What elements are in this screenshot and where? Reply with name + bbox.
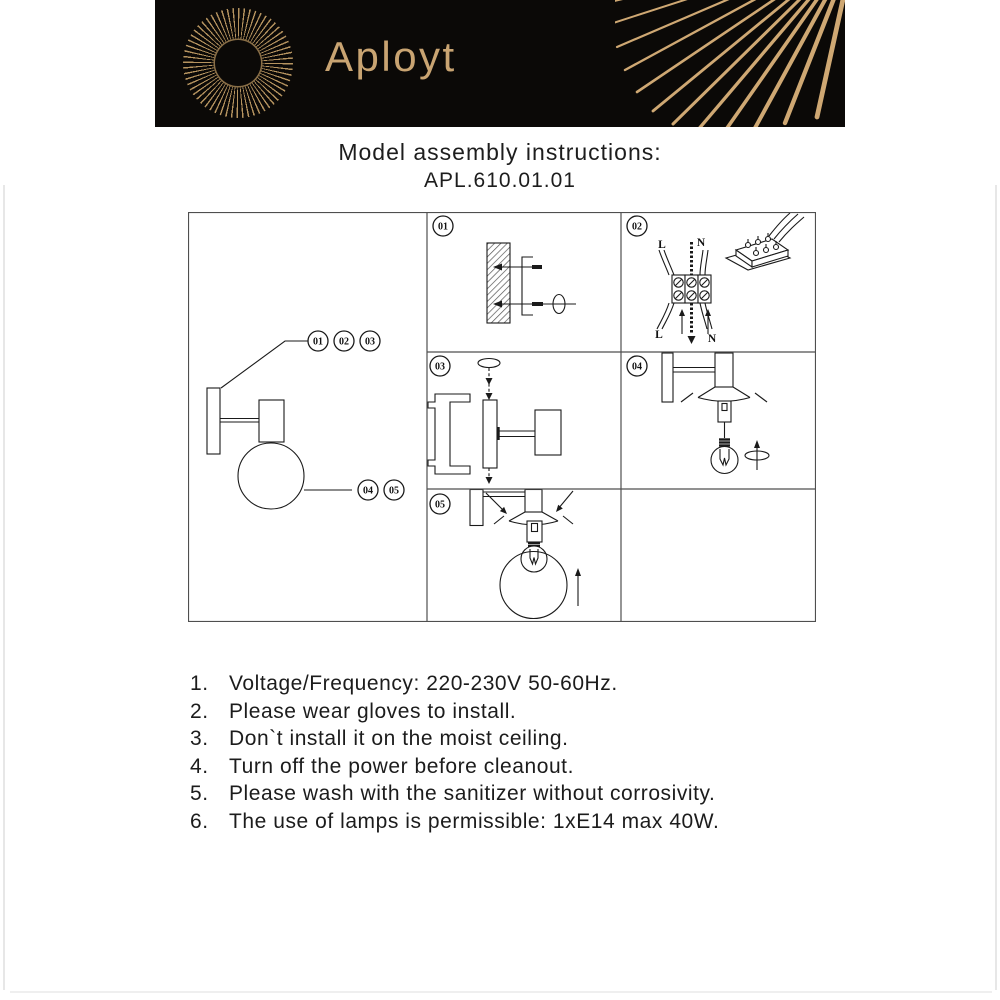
scan-edge [3, 185, 5, 990]
instruction-text: Don`t install it on the moist ceiling. [229, 727, 569, 750]
assembly-diagram [188, 212, 816, 622]
instruction-text: Turn off the power before cleanout. [229, 754, 574, 778]
instruction-number: 4. [190, 754, 209, 778]
panel-03-badge [430, 356, 450, 376]
panel-03-drawing [428, 359, 561, 485]
callout-badge-01 [308, 331, 328, 351]
wire-label-neutral-top: N [696, 237, 706, 249]
instruction-text: Please wash with the sanitizer without corrosivity. [229, 782, 716, 805]
wire-label-live-bottom: L [655, 329, 663, 341]
svg-text:04: 04 [632, 361, 642, 373]
instruction-list [190, 670, 850, 835]
brand-banner [155, 0, 845, 127]
callout-badge-03 [360, 331, 380, 351]
instruction-item [190, 808, 850, 836]
panel-01-drawing [487, 243, 576, 323]
svg-text:01: 01 [438, 221, 448, 233]
callout-badge-05 [384, 480, 404, 500]
svg-text:03: 03 [435, 361, 445, 373]
sunburst-logo-icon [183, 8, 293, 118]
instruction-text: The use of lamps is permissible: 1xE14 max 40W. [229, 809, 720, 833]
instruction-number: 2. [190, 699, 209, 723]
panel-04-badge [627, 356, 647, 376]
instruction-number: 6. [190, 809, 209, 833]
instruction-item [190, 698, 850, 726]
title-block [0, 139, 1000, 193]
ray-fan-decoration [615, 0, 845, 127]
panel-05-badge [430, 494, 450, 514]
svg-text:04: 04 [363, 485, 373, 497]
scan-edge [10, 991, 992, 993]
callout-badge-04 [358, 480, 378, 500]
panel-04-drawing [662, 353, 769, 474]
instruction-item [190, 780, 850, 808]
svg-text:05: 05 [389, 485, 399, 497]
terminal-block-3d [726, 213, 804, 270]
sunburst-core [215, 40, 261, 86]
wire-label-live-top: L [658, 239, 666, 251]
assembled-lamp-drawing [207, 341, 352, 509]
instruction-item [190, 670, 850, 698]
panel-02-drawing [655, 213, 804, 345]
model-number: APL.610.01.01 [424, 169, 576, 192]
scan-edge [995, 185, 997, 990]
svg-text:03: 03 [365, 336, 375, 348]
instruction-number: 1. [190, 672, 209, 695]
svg-text:02: 02 [339, 336, 349, 348]
panel-02-badge [627, 216, 647, 236]
panel-05-drawing [470, 490, 581, 619]
svg-text:05: 05 [435, 499, 445, 511]
instruction-item [190, 753, 850, 781]
wire-label-neutral-bottom: N [707, 333, 717, 345]
instruction-item [190, 725, 850, 753]
instruction-number: 5. [190, 782, 209, 805]
svg-text:02: 02 [632, 221, 642, 233]
instruction-text: Voltage/Frequency: 220-230V 50-60Hz. [229, 672, 618, 695]
svg-text:01: 01 [313, 336, 323, 348]
callout-badge-02 [334, 331, 354, 351]
brand-name: Aployt [325, 33, 457, 80]
page-title: Model assembly instructions: [338, 139, 662, 165]
instruction-number: 3. [190, 727, 209, 750]
instruction-text: Please wear gloves to install. [229, 699, 517, 723]
panel-01-badge [433, 216, 453, 236]
